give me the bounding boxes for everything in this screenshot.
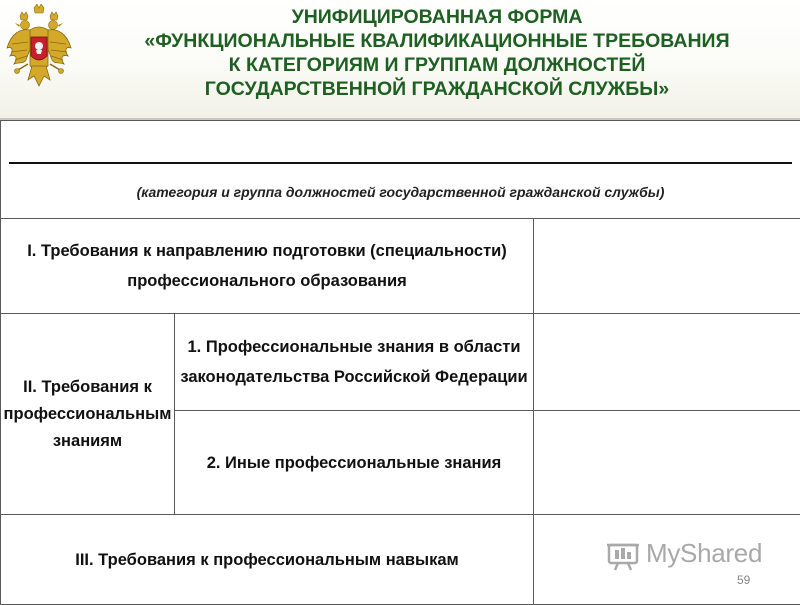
slide-header [0, 0, 800, 118]
title-line-2: «ФУНКЦИОНАЛЬНЫЕ КВАЛИФИКАЦИОННЫЕ ТРЕБОВАНИЯ [92, 29, 782, 53]
section2-item2-label: 2. Иные профессиональные знания [175, 411, 534, 515]
category-cell [1, 121, 800, 219]
section2-label: II. Требования к профессиональным знаниям [1, 314, 175, 515]
section2-item2-value-cell[interactable] [534, 411, 800, 515]
myshared-watermark [606, 534, 766, 574]
category-caption: (категория и группа должностей государственной гражданской службы) [1, 184, 800, 200]
section2-item1-label: 1. Профессиональные знания в области законодательства Российской Федерации [175, 314, 534, 411]
category-row [1, 121, 800, 219]
section3-label: III. Требования к профессиональным навыкам [1, 515, 534, 605]
title-line-1: УНИФИЦИРОВАННАЯ ФОРМА [92, 5, 782, 29]
coat-of-arms-icon [6, 4, 72, 94]
myshared-logo-icon [606, 537, 642, 571]
section1-row [1, 219, 800, 314]
qualification-form-table [0, 120, 800, 605]
watermark-text: MyShared [646, 538, 762, 569]
title-line-3: К КАТЕГОРИЯМ И ГРУППАМ ДОЛЖНОСТЕЙ [92, 53, 782, 77]
page-number: 59 [737, 573, 750, 587]
section1-label: I. Требования к направлению подготовки (специальности) профессионального образования [1, 219, 534, 314]
section2-item1-value-cell[interactable] [534, 314, 800, 411]
section2-item1-row [1, 314, 800, 411]
title-line-4: ГОСУДАРСТВЕННОЙ ГРАЖДАНСКОЙ СЛУЖБЫ» [92, 77, 782, 101]
slide-title [92, 5, 782, 101]
category-fill-line[interactable] [9, 162, 792, 164]
section1-value-cell[interactable] [534, 219, 800, 314]
